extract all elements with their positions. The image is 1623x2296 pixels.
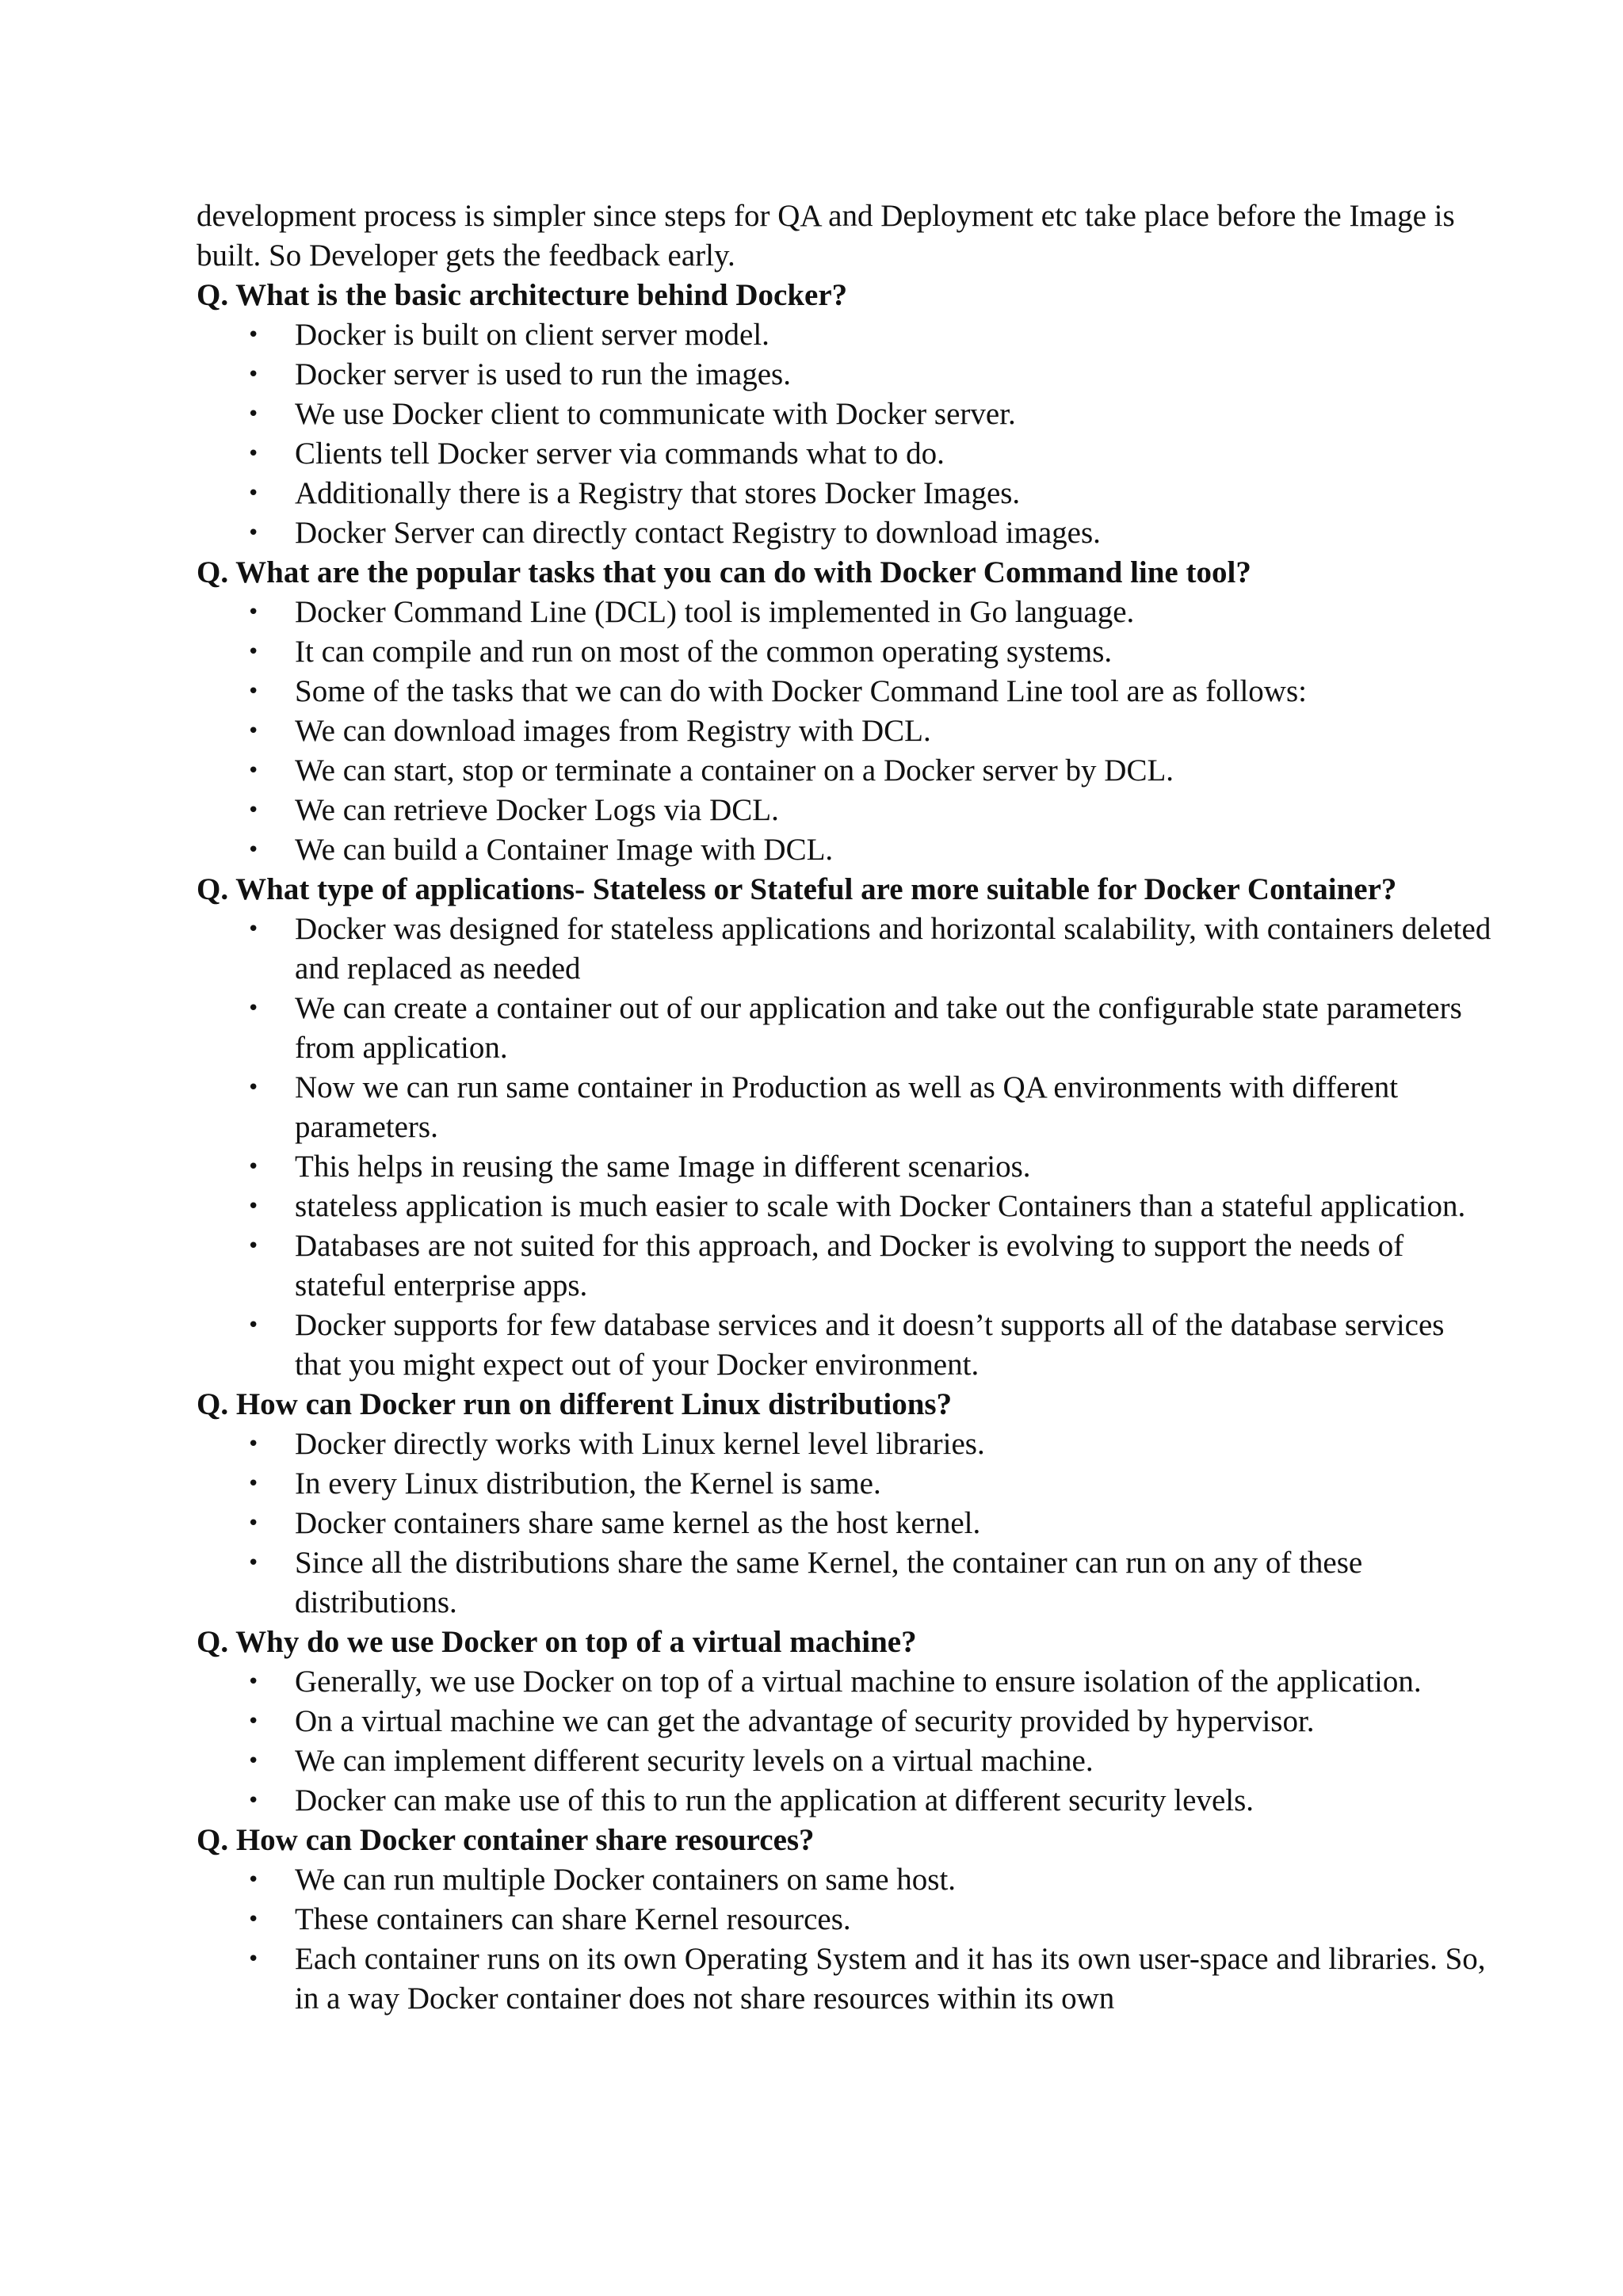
list-item-text: We can retrieve Docker Logs via DCL. — [295, 793, 779, 827]
bullet-icon: • — [247, 1789, 260, 1813]
bullet-icon: • — [247, 1155, 260, 1179]
list-item — [247, 1900, 1496, 1939]
bullet-icon: • — [247, 521, 260, 545]
bullet-icon: • — [247, 759, 260, 783]
list-item-text: We can start, stop or terminate a container on a Docker server by DCL. — [295, 753, 1174, 788]
bullet-icon: • — [247, 1749, 260, 1773]
list-item-text: Docker directly works with Linux kernel level libraries. — [295, 1427, 985, 1461]
list-item — [247, 1741, 1496, 1781]
list-item-text: Docker Command Line (DCL) tool is implemented in Go language. — [295, 595, 1135, 629]
list-item — [247, 315, 1496, 355]
list-item — [247, 355, 1496, 395]
bullet-icon: • — [247, 1472, 260, 1496]
list-item — [247, 672, 1496, 711]
list-item-text: This helps in reusing the same Image in different scenarios. — [295, 1150, 1031, 1184]
list-item-text: stateless application is much easier to scale with Docker Containers than a stateful application. — [295, 1189, 1466, 1223]
bullet-icon: • — [247, 1234, 260, 1258]
answer-list — [197, 593, 1496, 870]
bullet-icon: • — [247, 442, 260, 466]
list-item — [247, 989, 1496, 1068]
section-command-line-tasks — [197, 553, 1496, 870]
list-item-text: We can run multiple Docker containers on same host. — [295, 1863, 957, 1897]
list-item — [247, 1147, 1496, 1187]
list-item — [247, 1702, 1496, 1741]
question-heading: Q. How can Docker container share resources? — [197, 1823, 815, 1857]
list-item — [247, 1504, 1496, 1543]
list-item — [247, 830, 1496, 870]
question-heading: Q. What is the basic architecture behind Docker? — [197, 278, 848, 312]
list-item-text: We can create a container out of our application and take out the configurable state parameters from application. — [295, 991, 1462, 1065]
bullet-icon: • — [247, 482, 260, 505]
list-item-text: Clients tell Docker server via commands what to do. — [295, 437, 945, 471]
bullet-icon: • — [247, 1908, 260, 1932]
list-item — [247, 1662, 1496, 1702]
answer-list — [197, 1860, 1496, 2019]
section-share-resources — [197, 1821, 1496, 2019]
section-architecture — [197, 276, 1496, 553]
answer-list — [197, 1425, 1496, 1623]
list-item — [247, 1068, 1496, 1147]
list-item — [247, 711, 1496, 751]
list-item-text: Docker is built on client server model. — [295, 318, 769, 352]
bullet-icon: • — [247, 799, 260, 822]
list-item-text: We use Docker client to communicate with Docker server. — [295, 397, 1016, 431]
list-item-text: Docker was designed for stateless applications and horizontal scalability, with containers deleted and replaced as needed — [295, 912, 1491, 986]
list-item-text: Some of the tasks that we can do with Docker Command Line tool are as follows: — [295, 674, 1307, 708]
bullet-icon: • — [247, 1195, 260, 1219]
bullet-icon: • — [247, 640, 260, 664]
document-page — [197, 196, 1496, 2019]
list-item — [247, 632, 1496, 672]
question-heading: Q. What type of applications- Stateless or Stateful are more suitable for Docker Container? — [197, 872, 1397, 906]
list-item — [247, 791, 1496, 830]
list-item-text: Additionally there is a Registry that stores Docker Images. — [295, 476, 1021, 510]
list-item — [247, 1306, 1496, 1385]
bullet-icon: • — [247, 917, 260, 941]
list-item-text: Docker Server can directly contact Registry to download images. — [295, 516, 1101, 550]
bullet-icon: • — [247, 719, 260, 743]
bullet-icon: • — [247, 1551, 260, 1575]
intro-paragraph: development process is simpler since steps for QA and Deployment etc take place before the Image is built. So Developer gets the feedback early. — [197, 199, 1455, 273]
bullet-icon: • — [247, 1670, 260, 1694]
bullet-icon: • — [247, 1710, 260, 1733]
bullet-icon: • — [247, 1947, 260, 1971]
list-item-text: These containers can share Kernel resources. — [295, 1902, 851, 1936]
list-item — [247, 395, 1496, 434]
bullet-icon: • — [247, 363, 260, 387]
section-stateless-stateful — [197, 870, 1496, 1385]
answer-list — [197, 910, 1496, 1385]
question-heading: Q. Why do we use Docker on top of a virtual machine? — [197, 1625, 917, 1659]
list-item-text: Docker can make use of this to run the application at different security levels. — [295, 1783, 1254, 1817]
bullet-icon: • — [247, 601, 260, 624]
bullet-icon: • — [247, 402, 260, 426]
list-item — [247, 751, 1496, 791]
list-item-text: In every Linux distribution, the Kernel is same. — [295, 1466, 881, 1501]
bullet-icon: • — [247, 1076, 260, 1100]
list-item — [247, 1939, 1496, 2019]
bullet-icon: • — [247, 838, 260, 862]
bullet-icon: • — [247, 1314, 260, 1337]
list-item — [247, 1187, 1496, 1226]
list-item-text: Docker supports for few database services and it doesn’t supports all of the database services that you might expect out of your Docker environment. — [295, 1308, 1445, 1382]
section-linux-distributions — [197, 1385, 1496, 1623]
answer-list — [197, 1662, 1496, 1821]
list-item-text: We can download images from Registry with DCL. — [295, 714, 931, 748]
question-heading: Q. How can Docker run on different Linux distributions? — [197, 1387, 953, 1421]
bullet-icon: • — [247, 680, 260, 704]
list-item — [247, 1860, 1496, 1900]
list-item-text: Now we can run same container in Production as well as QA environments with different parameters. — [295, 1070, 1399, 1144]
list-item — [247, 1543, 1496, 1623]
list-item — [247, 513, 1496, 553]
section-virtual-machine — [197, 1623, 1496, 1821]
list-item — [247, 1425, 1496, 1464]
bullet-icon: • — [247, 323, 260, 347]
bullet-icon: • — [247, 997, 260, 1020]
list-item-text: Generally, we use Docker on top of a virtual machine to ensure isolation of the application. — [295, 1665, 1422, 1699]
list-item — [247, 1464, 1496, 1504]
list-item-text: Databases are not suited for this approach, and Docker is evolving to support the needs of stateful enterprise apps. — [295, 1229, 1404, 1302]
bullet-icon: • — [247, 1432, 260, 1456]
list-item — [247, 593, 1496, 632]
list-item — [247, 1781, 1496, 1821]
bullet-icon: • — [247, 1512, 260, 1535]
list-item-text: Since all the distributions share the same Kernel, the container can run on any of these distributions. — [295, 1546, 1363, 1619]
list-item-text: Docker server is used to run the images. — [295, 357, 791, 391]
list-item-text: Each container runs on its own Operating System and it has its own user-space and libraries. So, in a way Docker container does not share resources within its own — [295, 1942, 1486, 2016]
list-item — [247, 910, 1496, 989]
list-item-text: Docker containers share same kernel as the host kernel. — [295, 1506, 981, 1540]
list-item — [247, 1226, 1496, 1306]
list-item — [247, 434, 1496, 474]
answer-list — [197, 315, 1496, 553]
bullet-icon: • — [247, 1868, 260, 1892]
list-item — [247, 474, 1496, 513]
list-item-text: On a virtual machine we can get the advantage of security provided by hypervisor. — [295, 1704, 1315, 1738]
question-heading: Q. What are the popular tasks that you can do with Docker Command line tool? — [197, 555, 1251, 589]
list-item-text: We can build a Container Image with DCL. — [295, 833, 834, 867]
list-item-text: We can implement different security levels on a virtual machine. — [295, 1744, 1094, 1778]
list-item-text: It can compile and run on most of the common operating systems. — [295, 635, 1113, 669]
